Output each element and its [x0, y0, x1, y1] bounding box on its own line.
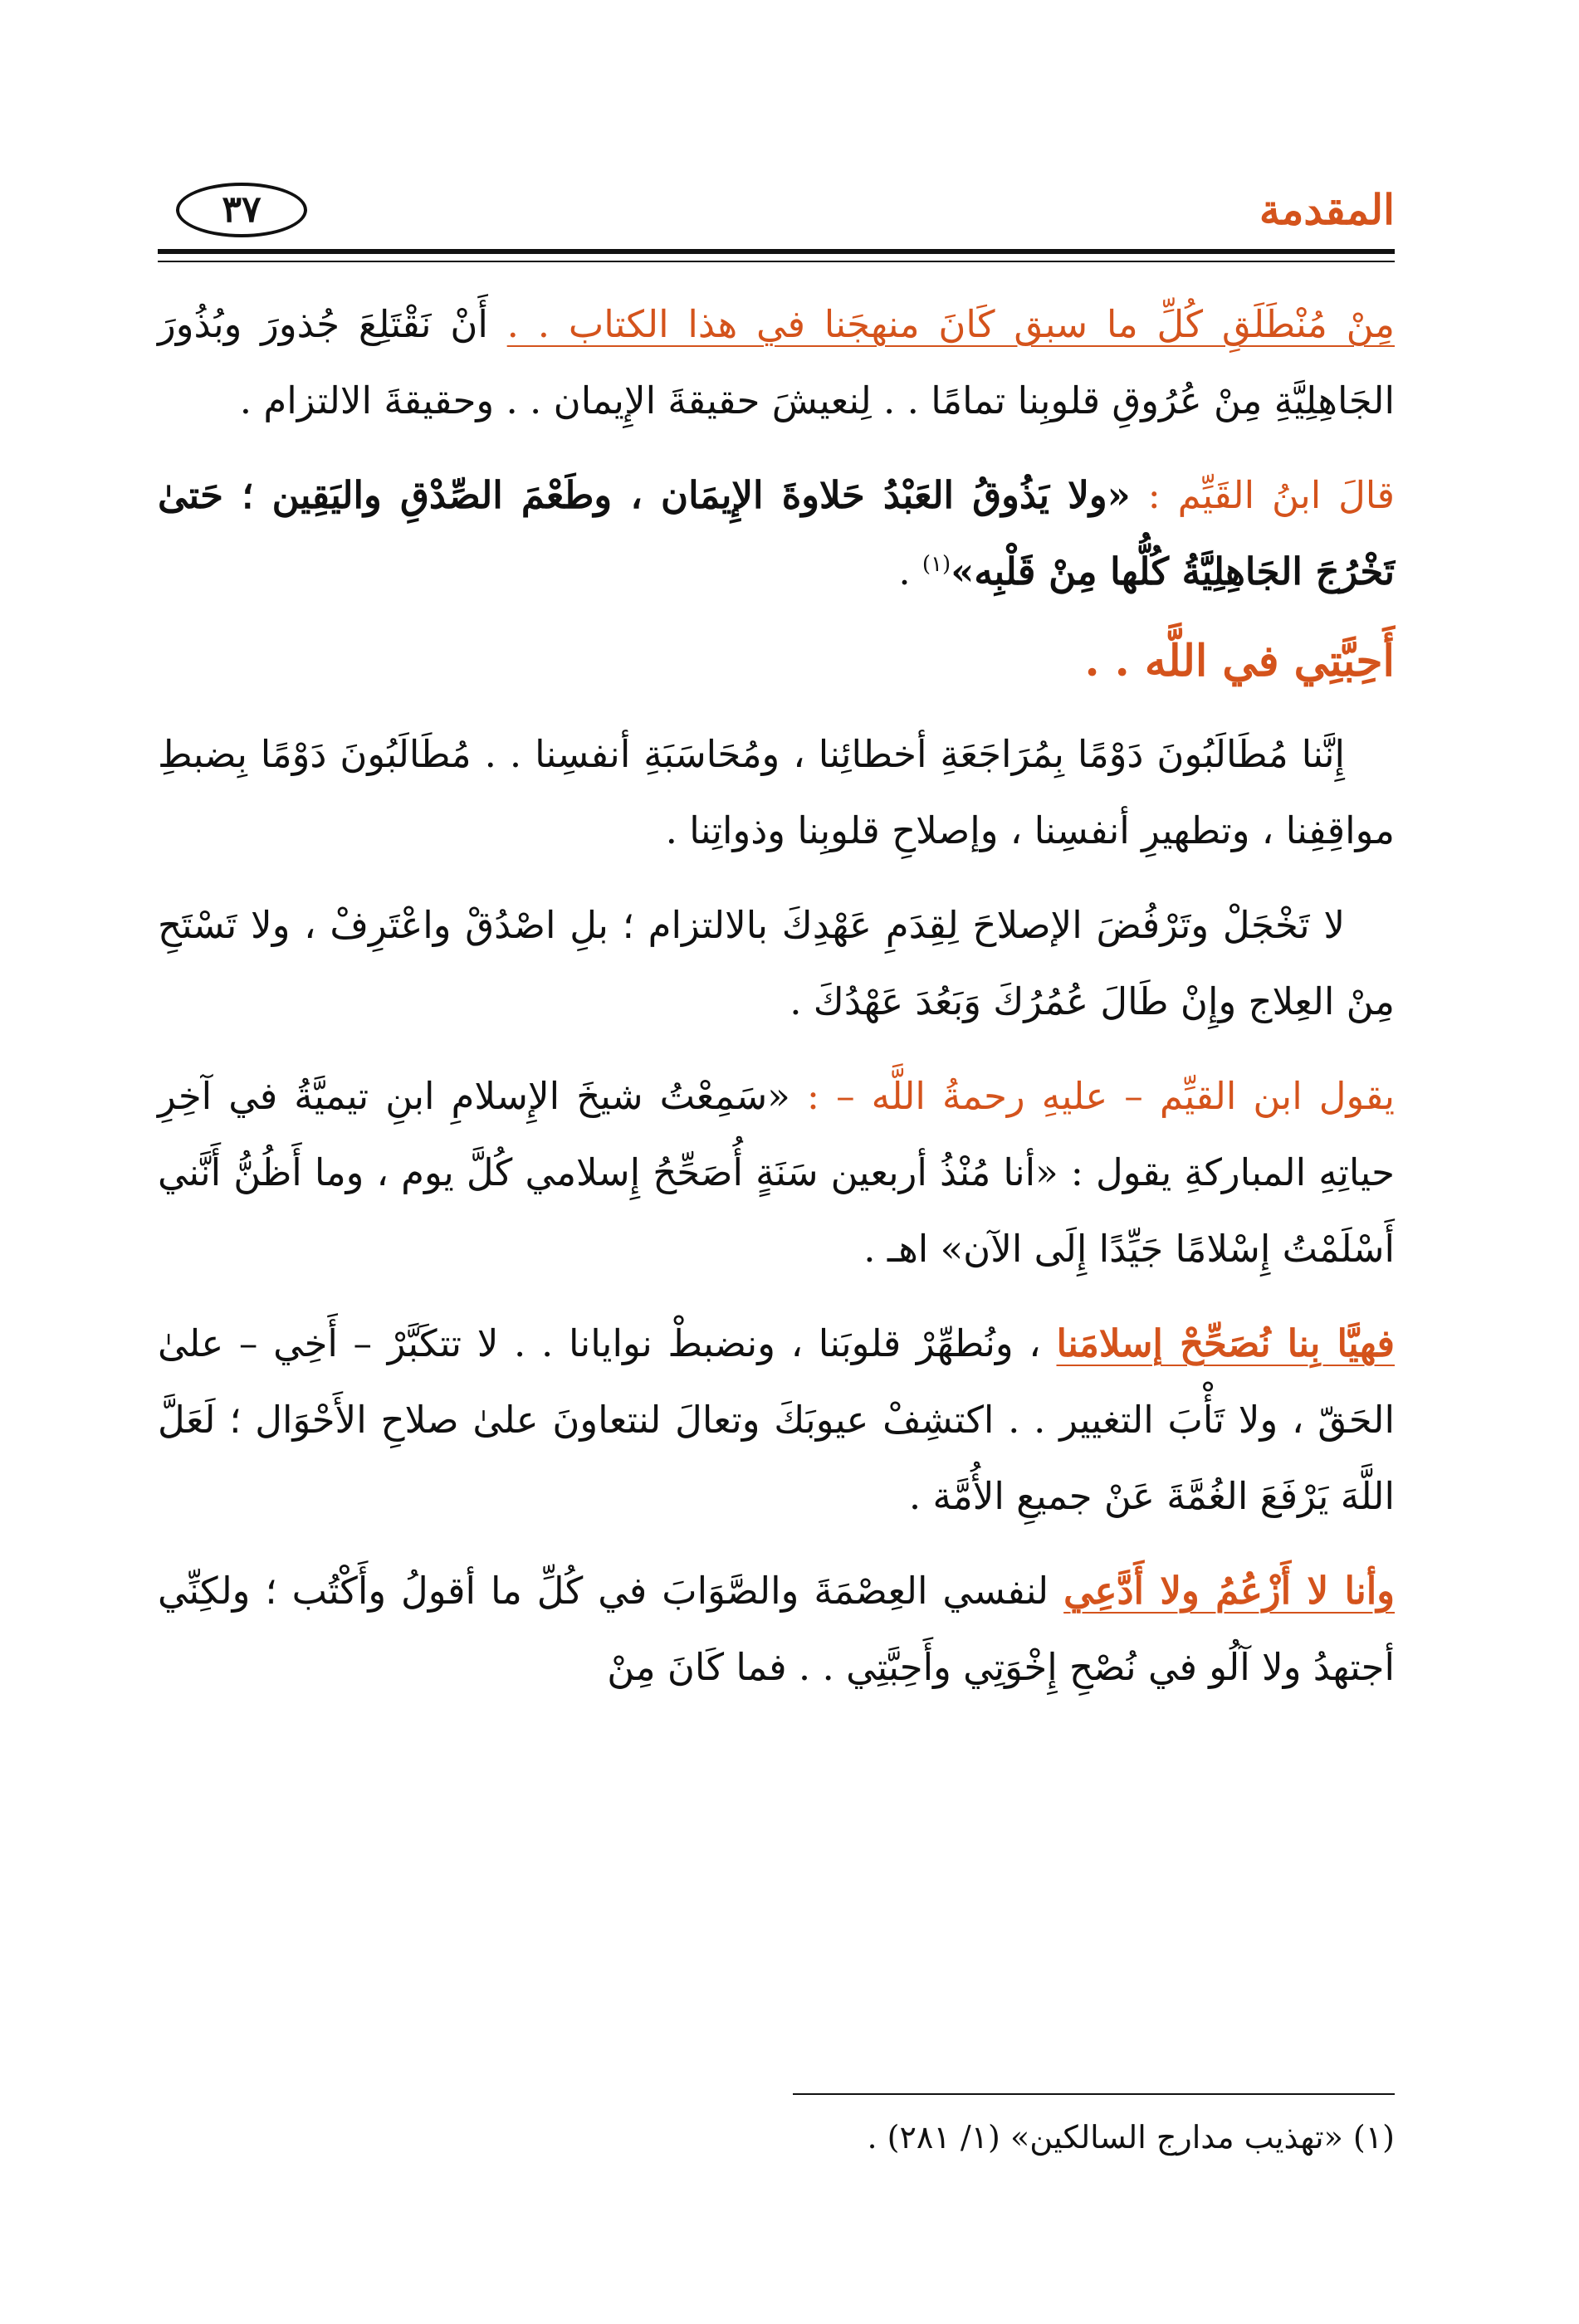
paragraph-6-lead: فهيَّا بِنا نُصَحِّحْ إسلامَنا	[1056, 1321, 1395, 1365]
section-heading: أَحِبَّتِي في اللَّه . .	[1084, 636, 1395, 686]
footnote-ref-1[interactable]: (١)	[921, 552, 951, 577]
paragraph-1	[158, 286, 1395, 439]
paragraph-2	[158, 457, 1395, 610]
header-rule-thin	[158, 261, 1395, 262]
paragraph-5-text: «سَمِعْتُ شيخَ الإِسلامِ ابنِ تيميَّةُ في آخِرِ حياتِهِ المباركةِ يقول : «أنا مُنْذُ أربعين سَنَةٍ أُصَحِّحُ إِسلامي كُلَّ يوم ، وما أَظُنُّ أَنَّني أَسْلَمْتُ إِسْلامًا جَيِّدًا إِلَى الآن» اهـ .	[158, 1074, 1395, 1271]
paragraph-4: لا تَخْجَلْ وتَرْفُضَ الإصلاحَ لِقِدَمِ عَهْدِكَ بالالتزام ؛ بلِ اصْدُقْ واعْتَرِفْ ، ولا تَسْتَحِ مِنْ العِلاج وإِنْ طَالَ عُمُرُكَ وَبَعُدَ عَهْدُكَ .	[158, 903, 1395, 1023]
paragraph-7-lead: وأنا لا أَزْعُمُ ولا أَدَّعِي	[1063, 1569, 1395, 1613]
paragraph-2-quote: «ولا يَذُوقُ العَبْدُ حَلاوةَ الإِيمَان ، وطَعْمَ الصِّدْقِ واليَقِين ؛ حَتىٰ تَخْرُجَ الجَاهِلِيَّةُ كُلُّها مِنْ قَلْبِه»	[158, 473, 1395, 593]
paragraph-6	[158, 1306, 1395, 1535]
paragraph-1-lead: مِنْ مُنْطَلَقِ كُلِّ ما سبق كَانَ منهجَنا في هذا الكتاب . .	[506, 302, 1395, 346]
paragraph-6-text: ، ونُطهِّرْ قلوبَنا ، ونضبطْ نوايانا . . لا تتكَبَّرْ – أَخِي – علىٰ الحَقّ ، ولا تَأْبَ التغيير . . اكتشِفْ عيوبَكَ وتعالَ لنتعاونَ علىٰ صلاحِ الأَحْوَال ؛ لَعَلَّ اللَّهَ يَرْفَعَ الغُمَّةَ عَنْ جميعِ الأُمَّة .	[158, 1321, 1395, 1518]
paragraph-5	[158, 1058, 1395, 1287]
page-number: ٣٧	[176, 183, 307, 237]
paragraph-5-lead: يقول ابن القيِّم – عليهِ رحمةُ اللَّه – :	[806, 1074, 1395, 1118]
paragraph-7-text: لنفسي العِصْمَةَ والصَّوَابَ في كُلِّ ما أقولُ وأَكْتُب ؛ ولكِنِّي أجتهدُ ولا آلُو في نُصْحِ إِخْوَتِي وأَحِبَّتِي . . فما كَانَ مِنْ	[158, 1569, 1395, 1689]
paragraph-2-lead: قالَ ابنُ القَيِّم :	[1147, 473, 1395, 517]
paragraph-3: إِنَّنا مُطَالَبُونَ دَوْمًا بِمُرَاجَعَةِ أخطائِنا ، ومُحَاسَبَةِ أنفسِنا . . مُطَالَبُونَ دَوْمًا بِضبطِ مواقِفِنا ، وتطهيرِ أنفسِنا ، وإصلاحِ قلوبِنا وذواتِنا .	[158, 732, 1395, 852]
paragraph-7	[158, 1553, 1395, 1706]
body-text	[158, 286, 1395, 1724]
footnote-1: (١) «تهذيب مدارج السالكين» (١/ ٢٨١) .	[867, 2119, 1395, 2156]
paragraph-1-text: أَنْ نَقْتَلِعَ جُذورَ وبُذُورَ الجَاهِلِيَّةِ مِنْ عُرُوقِ قلوبِنا تمامًا . . لِنعيشَ حقيقةَ الإِيمان . . وحقيقةَ الالتزام .	[158, 302, 1395, 422]
paragraph-2-tail: .	[898, 549, 922, 593]
chapter-title: المقدمة	[1259, 185, 1395, 234]
header-rule-thick	[158, 249, 1395, 254]
footnote-rule	[793, 2093, 1395, 2095]
running-header	[158, 170, 1395, 257]
